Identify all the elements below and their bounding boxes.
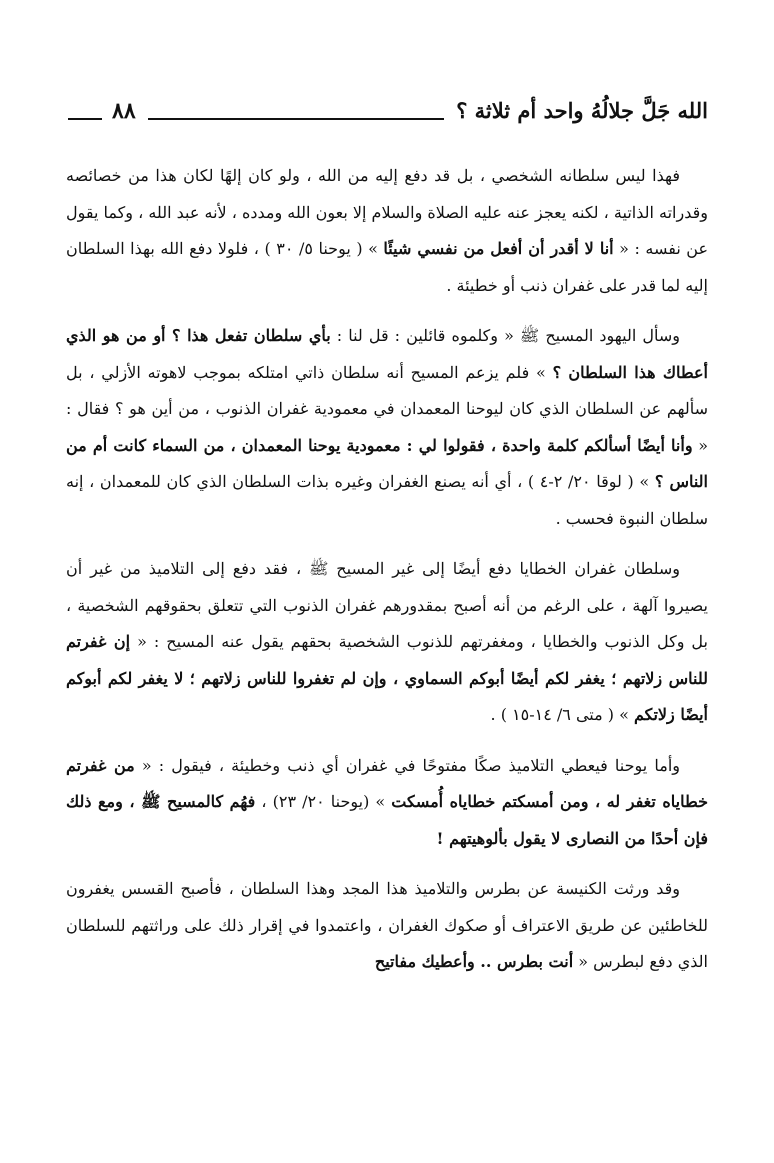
paragraph (66, 551, 708, 734)
paragraph-text: » ( متى ٦/ ١٤-١٥ ) . (490, 705, 634, 724)
paragraph-text: » (يوحنا ٢٠/ ٢٣) ، (255, 792, 392, 811)
paragraph (66, 158, 708, 304)
paragraph (66, 871, 708, 981)
quoted-text-bold: إن غفرتم للناس زلاتهم ؛ يغفر لكم أيضًا أبوكم السماوي ، وإن لم تغفروا للناس زلاتهم ؛ لا يغفر لكم أبوكم أيضًا زلاتكم (66, 632, 708, 724)
quoted-text-bold: وأنا أيضًا أسألكم كلمة واحدة ، فقولوا لي : معمودية يوحنا المعمدان ، من السماء كانت أم من الناس ؟ (66, 435, 708, 491)
paragraph-text: فهذا ليس سلطانه الشخصي ، بل قد دفع إليه من الله ، ولو كان إلهًا لكان هذا من خصائصه وقدراته الذاتية ، لكنه يعجز عنه عليه الصلاة والسلام إلا بعون الله ومدده ، لأنه عبد الله ، وكما يقول عن نفسه : « (66, 166, 709, 258)
body-text (66, 158, 708, 995)
paragraph (66, 318, 708, 537)
quoted-text-bold: من غفرتم خطاياه تغفر له ، ومن أمسكتم خطاياه أُمسكت (66, 755, 708, 811)
quoted-text-bold: بأي سلطان تفعل هذا ؟ أو من هو الذي أعطاك هذا السلطان ؟ (66, 326, 708, 382)
paragraph-text: » ( لوقا ٢٠/ ٢-٤ ) ، أي أنه يصنع الغفران وغيره بذات السلطان الذي كان للمعمدان ، إنه سلطان النبوة فحسب . (66, 472, 708, 528)
header-rule-left (68, 118, 102, 120)
paragraph-text: وسأل اليهود المسيح ﷺ « وكلموه قائلين : قل لنا : (330, 326, 680, 345)
paragraph-text: وأما يوحنا فيعطي التلاميذ صكًا مفتوحًا في غفران أي ذنب وخطيئة ، فيقول : « (134, 755, 680, 775)
paragraph-text: وقد ورثت الكنيسة عن بطرس والتلاميذ هذا المجد وهذا السلطان ، فأصبح القسس يغفرون للخاطئين عن طريق الاعتراف أو صكوك الغفران ، واعتمدوا في إقرار ذلك على وراثتهم للسلطان الذي دفع لبطرس « (66, 879, 708, 971)
page-number: ٨٨ (112, 98, 136, 124)
paragraph-text: » فلم يزعم المسيح أنه سلطان ذاتي امتلكه بموجب لاهوته الأزلي ، بل سألهم عن السلطان الذي كان ليوحنا المعمدان في معمودية غفران الذنوب ، من أين هو ؟ فقال : « (66, 362, 709, 455)
paragraph (66, 748, 708, 858)
quoted-text-bold: أنا لا أقدر أن أفعل من نفسي شيئًا (383, 239, 614, 258)
paragraph-text: » ( يوحنا ٥/ ٣٠ ) ، فلولا دفع الله بهذا السلطان إليه لما قدر على غفران ذنب أو خطيئة . (66, 239, 708, 295)
running-title: الله جَلَّ جلالُهُ واحد أم ثلاثة ؟ (456, 98, 708, 123)
header-rule (148, 118, 445, 120)
quoted-text-bold: أنت بطرس .. وأعطيك مفاتيح (374, 952, 574, 971)
paragraph-text: وسلطان غفران الخطايا دفع أيضًا إلى غير المسيح ﷺ ، فقد دفع إلى التلاميذ من غير أن يصيروا آلهة ، على الرغم من أنه أصبح بمقدورهم غفران الذنوب التي تتعلق بحقوقهم الشخصية ، بل وكل الذنوب والخطايا ، ومغفرتهم للذنوب الشخصية بحقهم يقول عنه المسيح : « (66, 559, 708, 651)
running-header (68, 86, 708, 126)
quoted-text-bold: فهُم كالمسيح ﷺ ، ومع ذلك فإن أحدًا من النصارى لا يقول بألوهيتهم ! (66, 792, 708, 848)
